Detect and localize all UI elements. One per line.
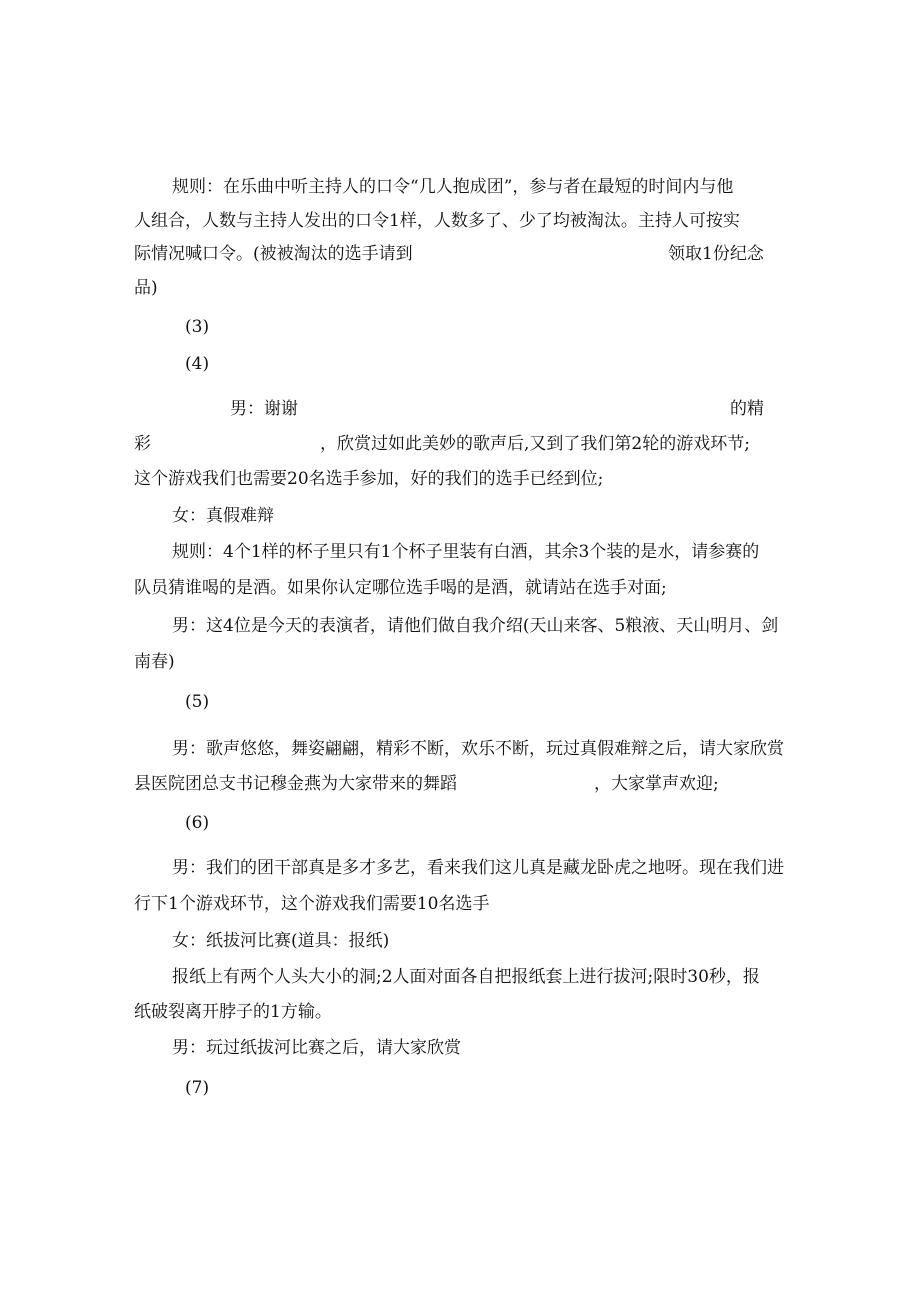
section-number-7: (7)	[185, 1078, 210, 1098]
male-talent-line-1: 男：我们的团干部真是多才多艺，看来我们这儿真是藏龙卧虎之地呀。现在我们进	[172, 858, 784, 878]
section-number-4: (4)	[185, 354, 210, 374]
male-talent-line-2: 行下1个游戏环节，这个游戏我们需要10名选手	[134, 894, 490, 914]
male-after: 男：玩过纸拔河比赛之后，请大家欣赏	[172, 1038, 461, 1058]
rules-2-line-1: 规则：4个1样的杯子里只有1个杯子里装有白酒，其余3个装的是水，请参赛的	[172, 542, 760, 562]
male-intro-line-2: 南春)	[134, 652, 175, 672]
male-song-line-2b: ，大家掌声欢迎;	[594, 774, 719, 794]
rules-3-line-2: 纸破裂离开脖子的1方输。	[134, 1002, 332, 1022]
male-thanks-a: 男：谢谢	[230, 399, 298, 419]
rules-1-line-3b: 领取1份纪念	[668, 244, 764, 264]
section-number-5: (5)	[185, 692, 210, 712]
rules-1-line-2: 人组合，人数与主持人发出的口令1样，人数多了、少了均被淘汰。主持人可按实	[134, 211, 740, 231]
rules-2-line-2: 队员猜谁喝的是酒。如果你认定哪位选手喝的是酒，就请站在选手对面;	[134, 578, 667, 598]
rules-1-line-4: 品)	[134, 278, 158, 298]
rules-1-line-1: 规则：在乐曲中听主持人的口令“几人抱成团”，参与者在最短的时间内与他	[172, 177, 734, 197]
male-song-line-1: 男：歌声悠悠，舞姿翩翩，精彩不断，欢乐不断，玩过真假难辩之后，请大家欣赏	[172, 739, 784, 759]
section-number-6: (6)	[185, 813, 210, 833]
male-thanks-d: ，欣赏过如此美妙的歌声后,又到了我们第2轮的游戏环节;	[320, 434, 750, 454]
male-intro-line-1: 男：这4位是今天的表演者，请他们做自我介绍(天山来客、5粮液、天山明月、剑	[172, 616, 779, 636]
female-game-3: 女：纸拔河比赛(道具：报纸)	[172, 931, 390, 951]
section-number-3: (3)	[185, 317, 210, 337]
male-thanks-e: 这个游戏我们也需要20名选手参加，好的我们的选手已经到位;	[134, 469, 604, 489]
male-thanks-c: 彩	[134, 434, 151, 454]
female-game-2: 女：真假难辩	[172, 506, 274, 526]
male-thanks-b: 的精	[730, 399, 764, 419]
rules-3-line-1: 报纸上有两个人头大小的洞;2人面对面各自把报纸套上进行拔河;限时30秒，报	[172, 967, 760, 987]
male-song-line-2a: 县医院团总支书记穆金燕为大家带来的舞蹈	[134, 774, 457, 794]
rules-1-line-3a: 际情况喊口令。(被被淘汰的选手请到	[134, 244, 413, 264]
